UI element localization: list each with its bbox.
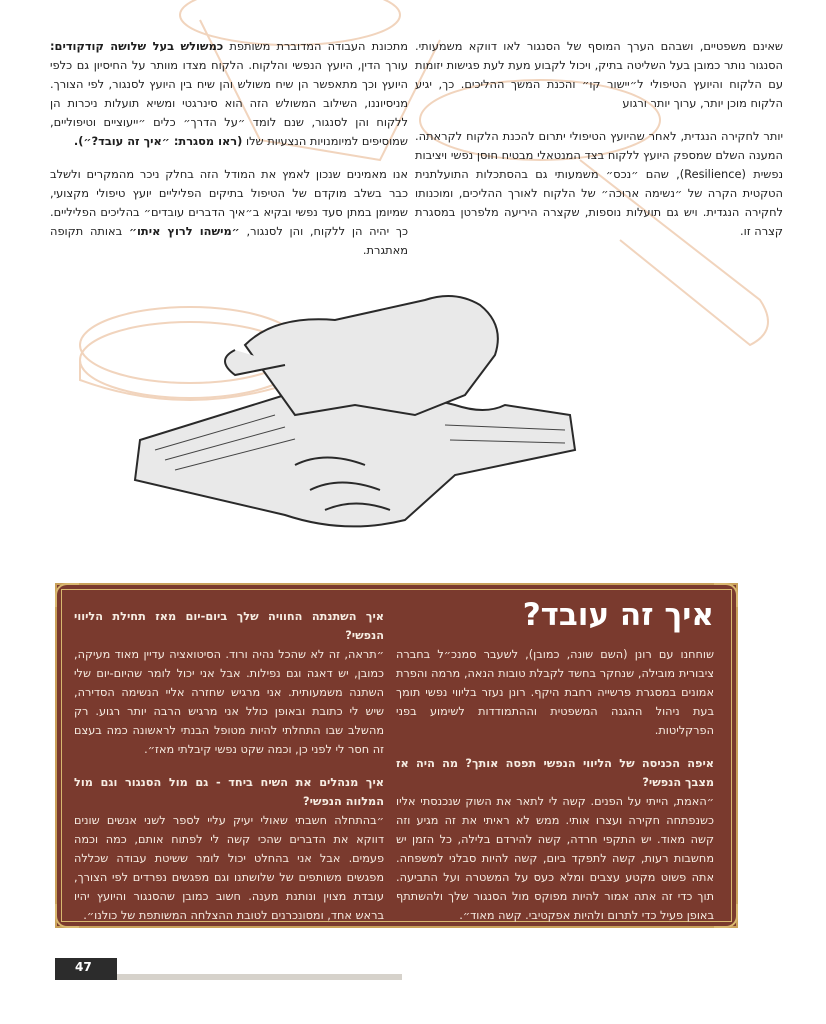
question: איך מנהלים את השיח ביחד - גם מול הסנגור וגם מול המלווה הנפשי? — [74, 776, 384, 808]
qa-block — [396, 754, 714, 925]
paragraph: אנו מאמינים שנכון לאמץ את המודל הזה בחלק ניכר מהמקרים ולשלב כבר בשלב מוקדם של הטיפול בתיקים הפליליים יועץ טיפולי מקצועי, שמיומן במתן סעד נפשי ובקיא ב״איך הדברים עובדים״ בהליכים הפליליים. כך יהיה הן ללקוח, והן לסנגור, ״מישהו לרוץ איתו״ באותה תקופה מאתגרת. — [50, 167, 408, 257]
box-column-right — [396, 645, 714, 939]
frame-corner — [714, 904, 738, 928]
question: איך השתנתה החוויה שלך ביום-יום מאז תחילת הליווי הנפשי? — [74, 610, 384, 642]
box-title: איך זה עובד? — [522, 597, 714, 633]
article-column-left — [50, 37, 408, 274]
answer: ״האמת, הייתי על הפנים. קשה לי לתאר את השוק שנכנסתי אליו כשנפתחה חקירה ועצרו אותי. ממש לא ראיתי את זה מגיע וזה קשה מאוד. יש התקפי חרדה, קשה להירדם בלילה, כל הזמן יש מחשבות רעות, קשה לתפקד ביום, קשה להיות סבלני למשפחה. אתה פשוט מקטע עצבים ומלא כעס על המשטרה ועל התביעה. תוך כדי זה אתה אמור להיות מפוקס מול הסנגור שלך ולהשתתף באופן פעיל כדי לתרום ולהיות אפקטיבי. קשה מאוד״. — [396, 795, 714, 922]
frame-corner — [55, 583, 79, 607]
question: איפה הכניסה של הליווי הנפשי תפסה אותך? מה היה אז מצבך הנפשי? — [396, 757, 714, 789]
qa-block — [74, 773, 384, 925]
footer-rule — [117, 974, 402, 980]
paragraph: יותר לחקירה הנגדית, לאחר שהיועץ הטיפולי יתרום להכנת הלקוח לקראתה. המענה השלם שמספק היועץ ללקוח בצד המנטאלי מבטיח חוסן נפשי ויציבות נפשית (Resilience), שהם ״נכס״ משמעותי גם בהסתכלות התועלתנית הטקטית הקרה של ״נשימה ארוכה״ של הלקוח לאורך ההליכים, ומוכנותו לחקירה הנגדית. ויש גם תועלות נוספות, שקצרה היריעה מלפרטן במסגרת קצרה זו. — [415, 129, 784, 238]
interview-intro: שוחחנו עם רונן (השם שונה, כמובן), לשעבר סמנכ״ל בחברה ציבורית מובילה, שנחקר בחשד לקבלת טובות הנאה, מרמה והפרת אמונים במסגרת פרשייה רחבת היקף. רונן נעזר בליווי נפשי תומך בעת ניהול ההגנה המשפטית וההתמודדות לשימוע בפני הפרקליטות. — [396, 648, 714, 737]
paragraph: מתכונת העבודה המדוברת משותפת כמשולש בעל שלושה קודקודים: עורך הדין, היועץ הנפשי והלקוח. הלקוח מצדו מוותר על החיסיון גם כלפי היועץ וכך מתאפשר הן שיח משולש והן שיח בין היועץ לסנגור, לפי הצורך. מניסיוננו, השילוב המשולש הזה הוא סינרגטי ומשיא תועלות ניכרות הן ללקוח והן לסנגור, שנם לומד ״על הדרך״ כלים ״ייעוציים וטיפוליים, שמוסיפים למיומנויות הנצעיות שלו (ראו מסגרת: ״איך זה עובד?״). — [50, 39, 408, 148]
qa-block — [74, 607, 384, 759]
handshake-illustration — [125, 265, 595, 555]
how-it-works-box — [55, 583, 738, 928]
page-number: 47 — [75, 960, 92, 974]
answer: ״בהתחלה חשבתי שאולי יעיק עליי לספר לשני אנשים שונים דווקא את הדברים שהכי קשה לי לפתוח אותם, כמה וכמה פעמים. אבל אני בהחלט יכול לומר ששיטת עבודה שכללה מפגשים משותפים של שלושתנו וגם מפגשים נפרדים לפי הצורך, עובדת מצוין ונותנת מענה. חשוב כמובן שהסנגור והיועץ יהיו בראש אחד, ומסונכרנים לטובת ההצלחה המשותפת של כולנו״. — [74, 814, 384, 922]
article-column-right — [415, 37, 783, 255]
box-column-left — [74, 607, 384, 939]
answer: ״תראה, זה לא שהכל נהיה ורוד. הסיטואציה עדיין מאוד מעיקה, כמובן, יש דאגה וגם נפילות. אבל אני יכול לומר שהיום-יום שלי השתנה משמעותית. אני מרגיש שחזרה אליי הנשימה הסדירה, שיש לי כתובת ובאופן כולל אני מרגיש הרבה יותר רגוע. רק מהשלב שבו התחלתי להיות מטופל הבנתי לראשונה כמה בעצם זה חסר לי לפני כן, וכמה שקט נפשי קיבלתי מאז״. — [74, 648, 384, 756]
paragraph: שאינם משפטיים, ושבהם הערך המוסף של הסנגור לאו דווקא משמעותי. הסנגור נותר כמובן בעל השליטה בתיק, ויכול לקבוע מעת לעת פגישות יזומות עם הלקוח והיועץ הטיפולי ל״יישור קו״ והכנת המשך ההליכים. כך, יגיע הלקוח מוכן יותר, ערוך יותר ורגוע — [415, 39, 783, 110]
frame-corner — [714, 583, 738, 607]
